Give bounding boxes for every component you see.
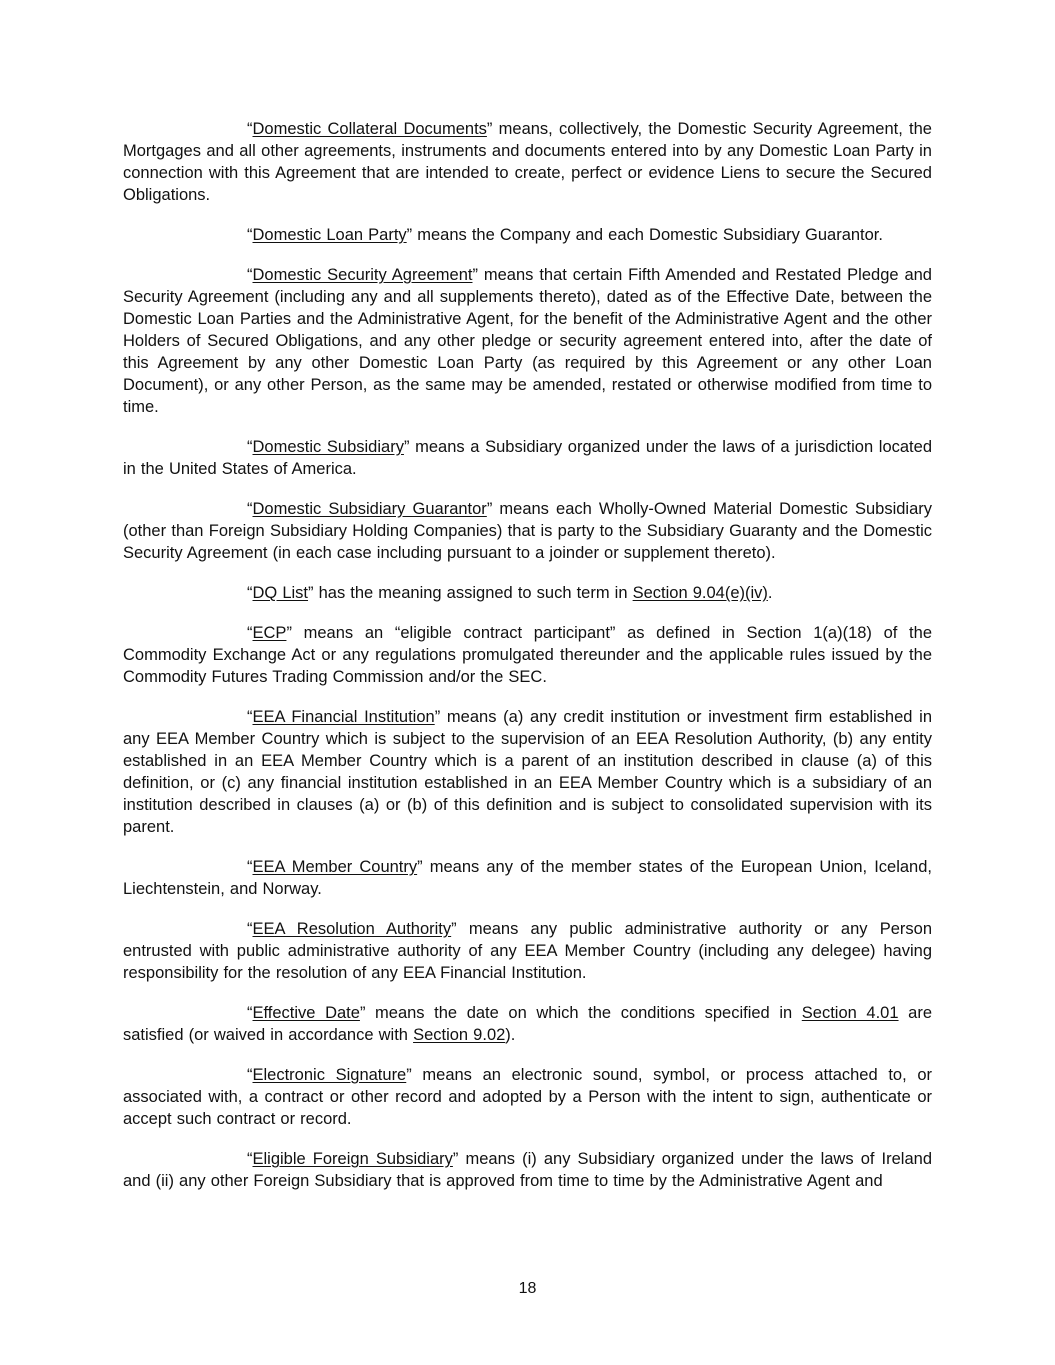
paragraph-text: ” means (a) any credit institution or investment firm established in any EEA Member Country which is subject to the supervision of an EEA Resolution Authority, (b) any entity established in an EEA Member Country which is a parent of an institution described in clause (a) of this definition, or (c) any financial institution established in an EEA Member Country which is a subsidiary of an institution described in clauses (a) or (b) of this definition and is subject to consolidated supervision with its parent.	[123, 708, 932, 836]
underlined-term: Electronic Signature	[252, 1066, 407, 1084]
paragraph-text: ).	[505, 1026, 516, 1044]
definition-paragraph	[123, 118, 932, 206]
definition-paragraph	[123, 264, 932, 418]
page-number: 18	[518, 1280, 537, 1297]
underlined-term: Domestic Collateral Documents	[252, 120, 487, 138]
underlined-term: DQ List	[252, 584, 309, 602]
paragraph-text: “	[247, 624, 253, 642]
paragraph-text: are satisfied (or waived in accordance with	[123, 1004, 932, 1044]
underlined-term: Domestic Security Agreement	[252, 266, 473, 284]
document-body	[123, 118, 932, 1210]
paragraph-text: “	[247, 1150, 253, 1168]
definition-paragraph	[123, 918, 932, 984]
paragraph-text: “	[247, 1004, 253, 1022]
paragraph-text: ” means that certain Fifth Amended and Restated Pledge and Security Agreement (including any and all supplements thereto), dated as of the Effective Date, between the Domestic Loan Parties and the Administrative Agent, for the benefit of the Administrative Agent and the other Holders of Secured Obligations, and any other pledge or security agreement entered into, after the date of this Agreement by any other Domestic Loan Party (as required by this Agreement or any other Loan Document), or any other Person, as the same may be amended, restated or otherwise modified from time to time.	[123, 266, 932, 416]
definition-paragraph	[123, 582, 932, 604]
paragraph-text: “	[247, 500, 253, 518]
paragraph-text: “	[247, 120, 253, 138]
underlined-term: Domestic Subsidiary Guarantor	[252, 500, 487, 518]
paragraph-text: ” means the date on which the conditions specified in	[359, 1004, 802, 1022]
paragraph-text: ” means an “eligible contract participant” as defined in Section 1(a)(18) of the Commodity Exchange Act or any regulations promulgated thereunder and the applicable rules issued by the Commodity Futures Trading Commission and/or the SEC.	[123, 624, 932, 686]
paragraph-text: “	[247, 920, 253, 938]
definition-paragraph	[123, 436, 932, 480]
underlined-term: Domestic Loan Party	[252, 226, 407, 244]
underlined-term: EEA Member Country	[252, 858, 418, 876]
paragraph-text: .	[767, 584, 773, 602]
underlined-term: Eligible Foreign Subsidiary	[252, 1150, 453, 1168]
paragraph-text: “	[247, 708, 253, 726]
underlined-term: Section 9.02	[413, 1026, 506, 1044]
paragraph-text: “	[247, 438, 253, 456]
definition-paragraph	[123, 1002, 932, 1046]
paragraph-text: “	[247, 266, 253, 284]
paragraph-text: ” has the meaning assigned to such term in	[308, 584, 633, 602]
underlined-term: Section 4.01	[801, 1004, 899, 1022]
definition-paragraph	[123, 1148, 932, 1192]
definition-paragraph	[123, 706, 932, 838]
underlined-term: Domestic Subsidiary	[252, 438, 404, 456]
paragraph-text: “	[247, 858, 253, 876]
paragraph-text: ” means the Company and each Domestic Subsidiary Guarantor.	[406, 226, 883, 244]
definition-paragraph	[123, 856, 932, 900]
underlined-term: Effective Date	[252, 1004, 360, 1022]
paragraph-text: ” means a Subsidiary organized under the laws of a jurisdiction located in the United States of America.	[123, 438, 932, 478]
definition-paragraph	[123, 498, 932, 564]
definition-paragraph	[123, 1064, 932, 1130]
underlined-term: ECP	[252, 624, 287, 642]
paragraph-text: ” means (i) any Subsidiary organized under the laws of Ireland and (ii) any other Foreign Subsidiary that is approved from time to time by the Administrative Agent and	[123, 1150, 933, 1190]
paragraph-text: “	[247, 584, 253, 602]
underlined-term: EEA Financial Institution	[252, 708, 435, 726]
paragraph-text: ” means, collectively, the Domestic Security Agreement, the Mortgages and all other agreements, instruments and documents entered into by any Domestic Loan Party in connection with this Agreement that are intended to create, perfect or evidence Liens to secure the Secured Obligations.	[123, 120, 932, 204]
paragraph-text: “	[247, 226, 253, 244]
definition-paragraph	[123, 622, 932, 688]
paragraph-text: ” means any public administrative authority or any Person entrusted with public administrative authority of any EEA Member Country (including any delegee) having responsibility for the resolution of any EEA Financial Institution.	[123, 920, 932, 982]
paragraph-text: ” means an electronic sound, symbol, or process attached to, or associated with, a contract or other record and adopted by a Person with the intent to sign, authenticate or accept such contract or record.	[123, 1066, 932, 1128]
definition-paragraph	[123, 224, 932, 246]
paragraph-text: ” means each Wholly-Owned Material Domestic Subsidiary (other than Foreign Subsidiary Holding Companies) that is party to the Subsidiary Guaranty and the Domestic Security Agreement (in each case including pursuant to a joinder or supplement thereto).	[123, 500, 933, 562]
paragraph-text: “	[247, 1066, 253, 1084]
underlined-term: EEA Resolution Authority	[252, 920, 452, 938]
underlined-term: Section 9.04(e)(iv)	[632, 584, 768, 602]
paragraph-text: ” means any of the member states of the European Union, Iceland, Liechtenstein, and Norway.	[123, 858, 932, 898]
